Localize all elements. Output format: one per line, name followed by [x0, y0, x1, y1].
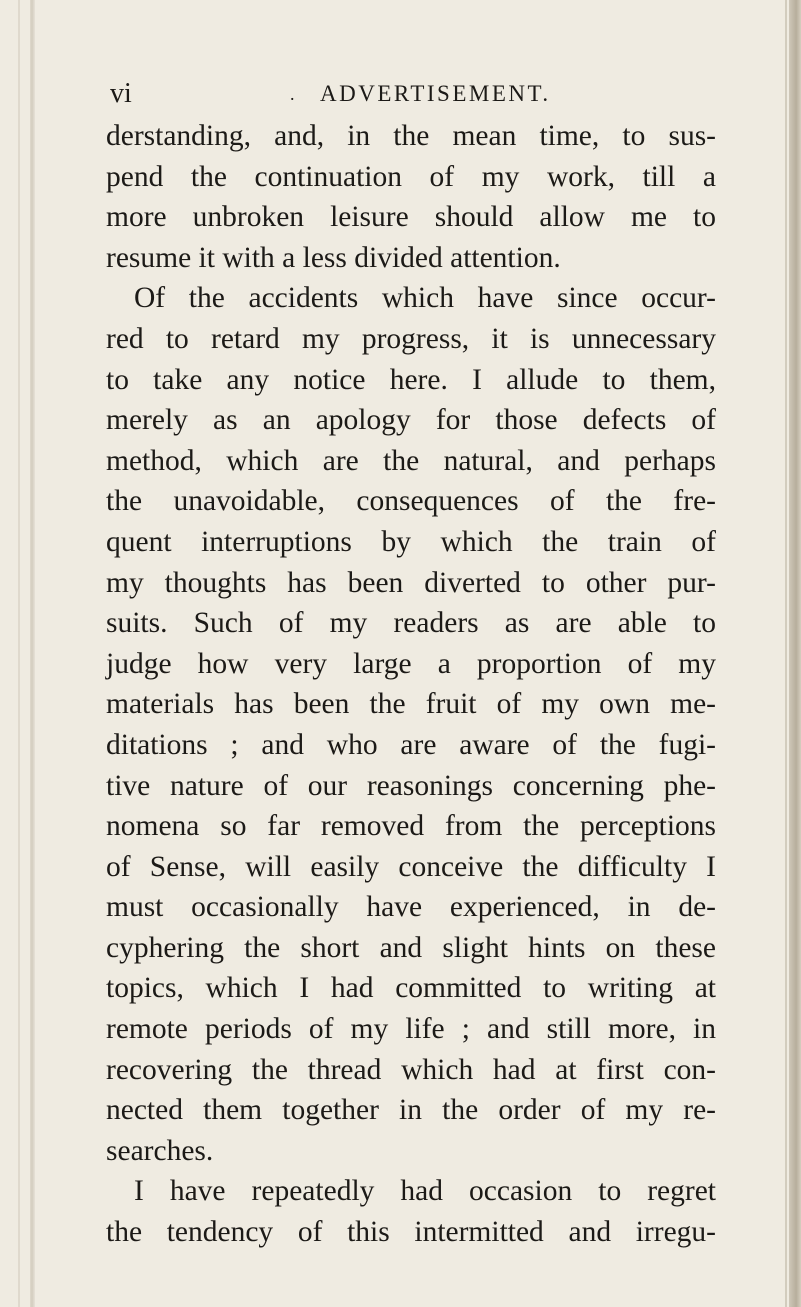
text-line: nected them together in the order of my re- — [106, 1094, 716, 1127]
text-line: of Sense, will easily conceive the difficulty I — [106, 850, 716, 883]
text-line: resume it with a less divided attention. — [106, 241, 561, 274]
running-head — [110, 74, 710, 114]
body-text — [106, 116, 716, 1253]
text-line: more unbroken leisure should allow me to — [106, 201, 716, 234]
text-line: to take any notice here. I allude to them, — [106, 363, 716, 396]
text-line: materials has been the fruit of my own me- — [106, 688, 716, 721]
text-line: method, which are the natural, and perhaps — [106, 444, 716, 477]
text-line: pend the continuation of my work, till a — [106, 160, 716, 193]
page-number: vi — [110, 78, 132, 109]
text-line: quent interruptions by which the train of — [106, 525, 716, 558]
text-line: Of the accidents which have since occur- — [134, 282, 716, 315]
text-line: must occasionally have experienced, in de- — [106, 891, 716, 924]
page-gutter — [30, 0, 35, 1307]
text-line: my thoughts has been diverted to other pur- — [106, 566, 716, 599]
text-line: tive nature of our reasonings concerning phe- — [106, 769, 716, 802]
text-line: cyphering the short and slight hints on these — [106, 931, 716, 964]
text-line: topics, which I had committed to writing at — [106, 972, 716, 1005]
running-title: ADVERTISEMENT. — [320, 81, 551, 106]
text-line: merely as an apology for those defects of — [106, 404, 716, 437]
text-line: remote periods of my life ; and still more, in — [106, 1013, 716, 1046]
text-line: the tendency of this intermitted and irregu- — [106, 1216, 716, 1249]
text-line: derstanding, and, in the mean time, to sus- — [106, 120, 716, 152]
text-line: ditations ; and who are aware of the fugi- — [106, 728, 716, 761]
page-edge-shadow — [18, 0, 20, 1307]
page-fore-edge — [789, 0, 801, 1307]
text-line: suits. Such of my readers as are able to — [106, 607, 716, 640]
page-edge-line — [785, 0, 787, 1307]
text-line: the unavoidable, consequences of the fre- — [106, 485, 716, 518]
text-line: judge how very large a proportion of my — [106, 647, 716, 680]
text-line: nomena so far removed from the perceptions — [106, 810, 716, 843]
text-line: red to retard my progress, it is unnecessary — [106, 322, 716, 355]
text-line: recovering the thread which had at first con- — [106, 1053, 716, 1086]
header-dot: . — [290, 84, 295, 104]
text-line: searches. — [106, 1134, 214, 1167]
text-line: I have repeatedly had occasion to regret — [134, 1175, 716, 1208]
